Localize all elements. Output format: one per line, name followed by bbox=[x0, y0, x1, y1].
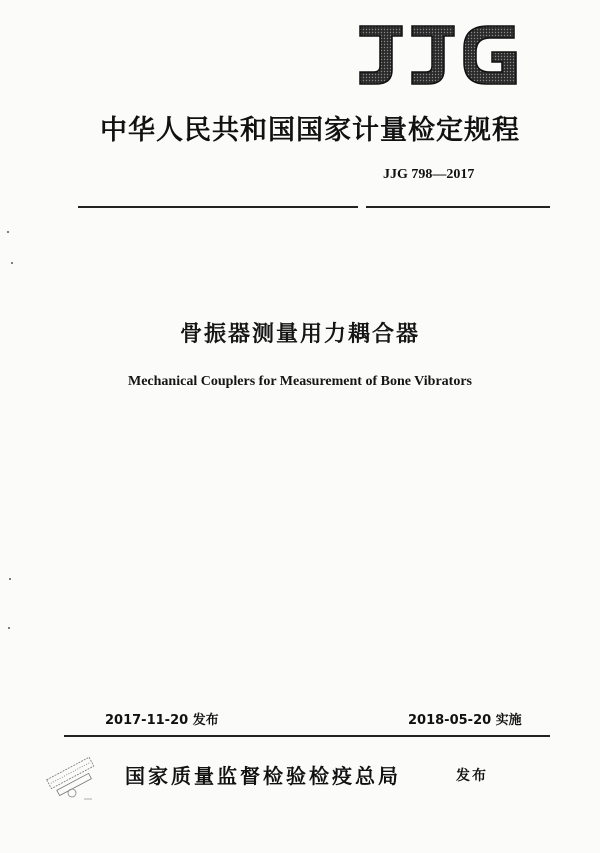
regulation-code: JJG 798—2017 bbox=[383, 167, 475, 182]
issuer-title: 中华人民共和国国家计量检定规程 bbox=[100, 115, 520, 146]
document-title-cn: 骨振器测量用力耦合器 bbox=[179, 322, 420, 347]
jjg-logo bbox=[356, 22, 520, 88]
scan-speck bbox=[7, 231, 9, 233]
bottom-divider bbox=[64, 735, 550, 737]
scan-speck bbox=[8, 627, 10, 629]
scan-speck bbox=[11, 262, 13, 264]
scan-speck bbox=[9, 578, 11, 580]
publisher-name: 国家质量监督检验检疫总局 bbox=[125, 764, 401, 788]
publisher-suffix: 发布 bbox=[456, 768, 488, 784]
issue-date: 2017-11-20 发布 bbox=[105, 713, 219, 728]
library-stamp bbox=[44, 755, 104, 805]
top-divider bbox=[78, 206, 550, 208]
document-title-en: Mechanical Couplers for Measurement of Bone Vibrators bbox=[128, 374, 472, 389]
implementation-date: 2018-05-20 实施 bbox=[408, 713, 522, 728]
